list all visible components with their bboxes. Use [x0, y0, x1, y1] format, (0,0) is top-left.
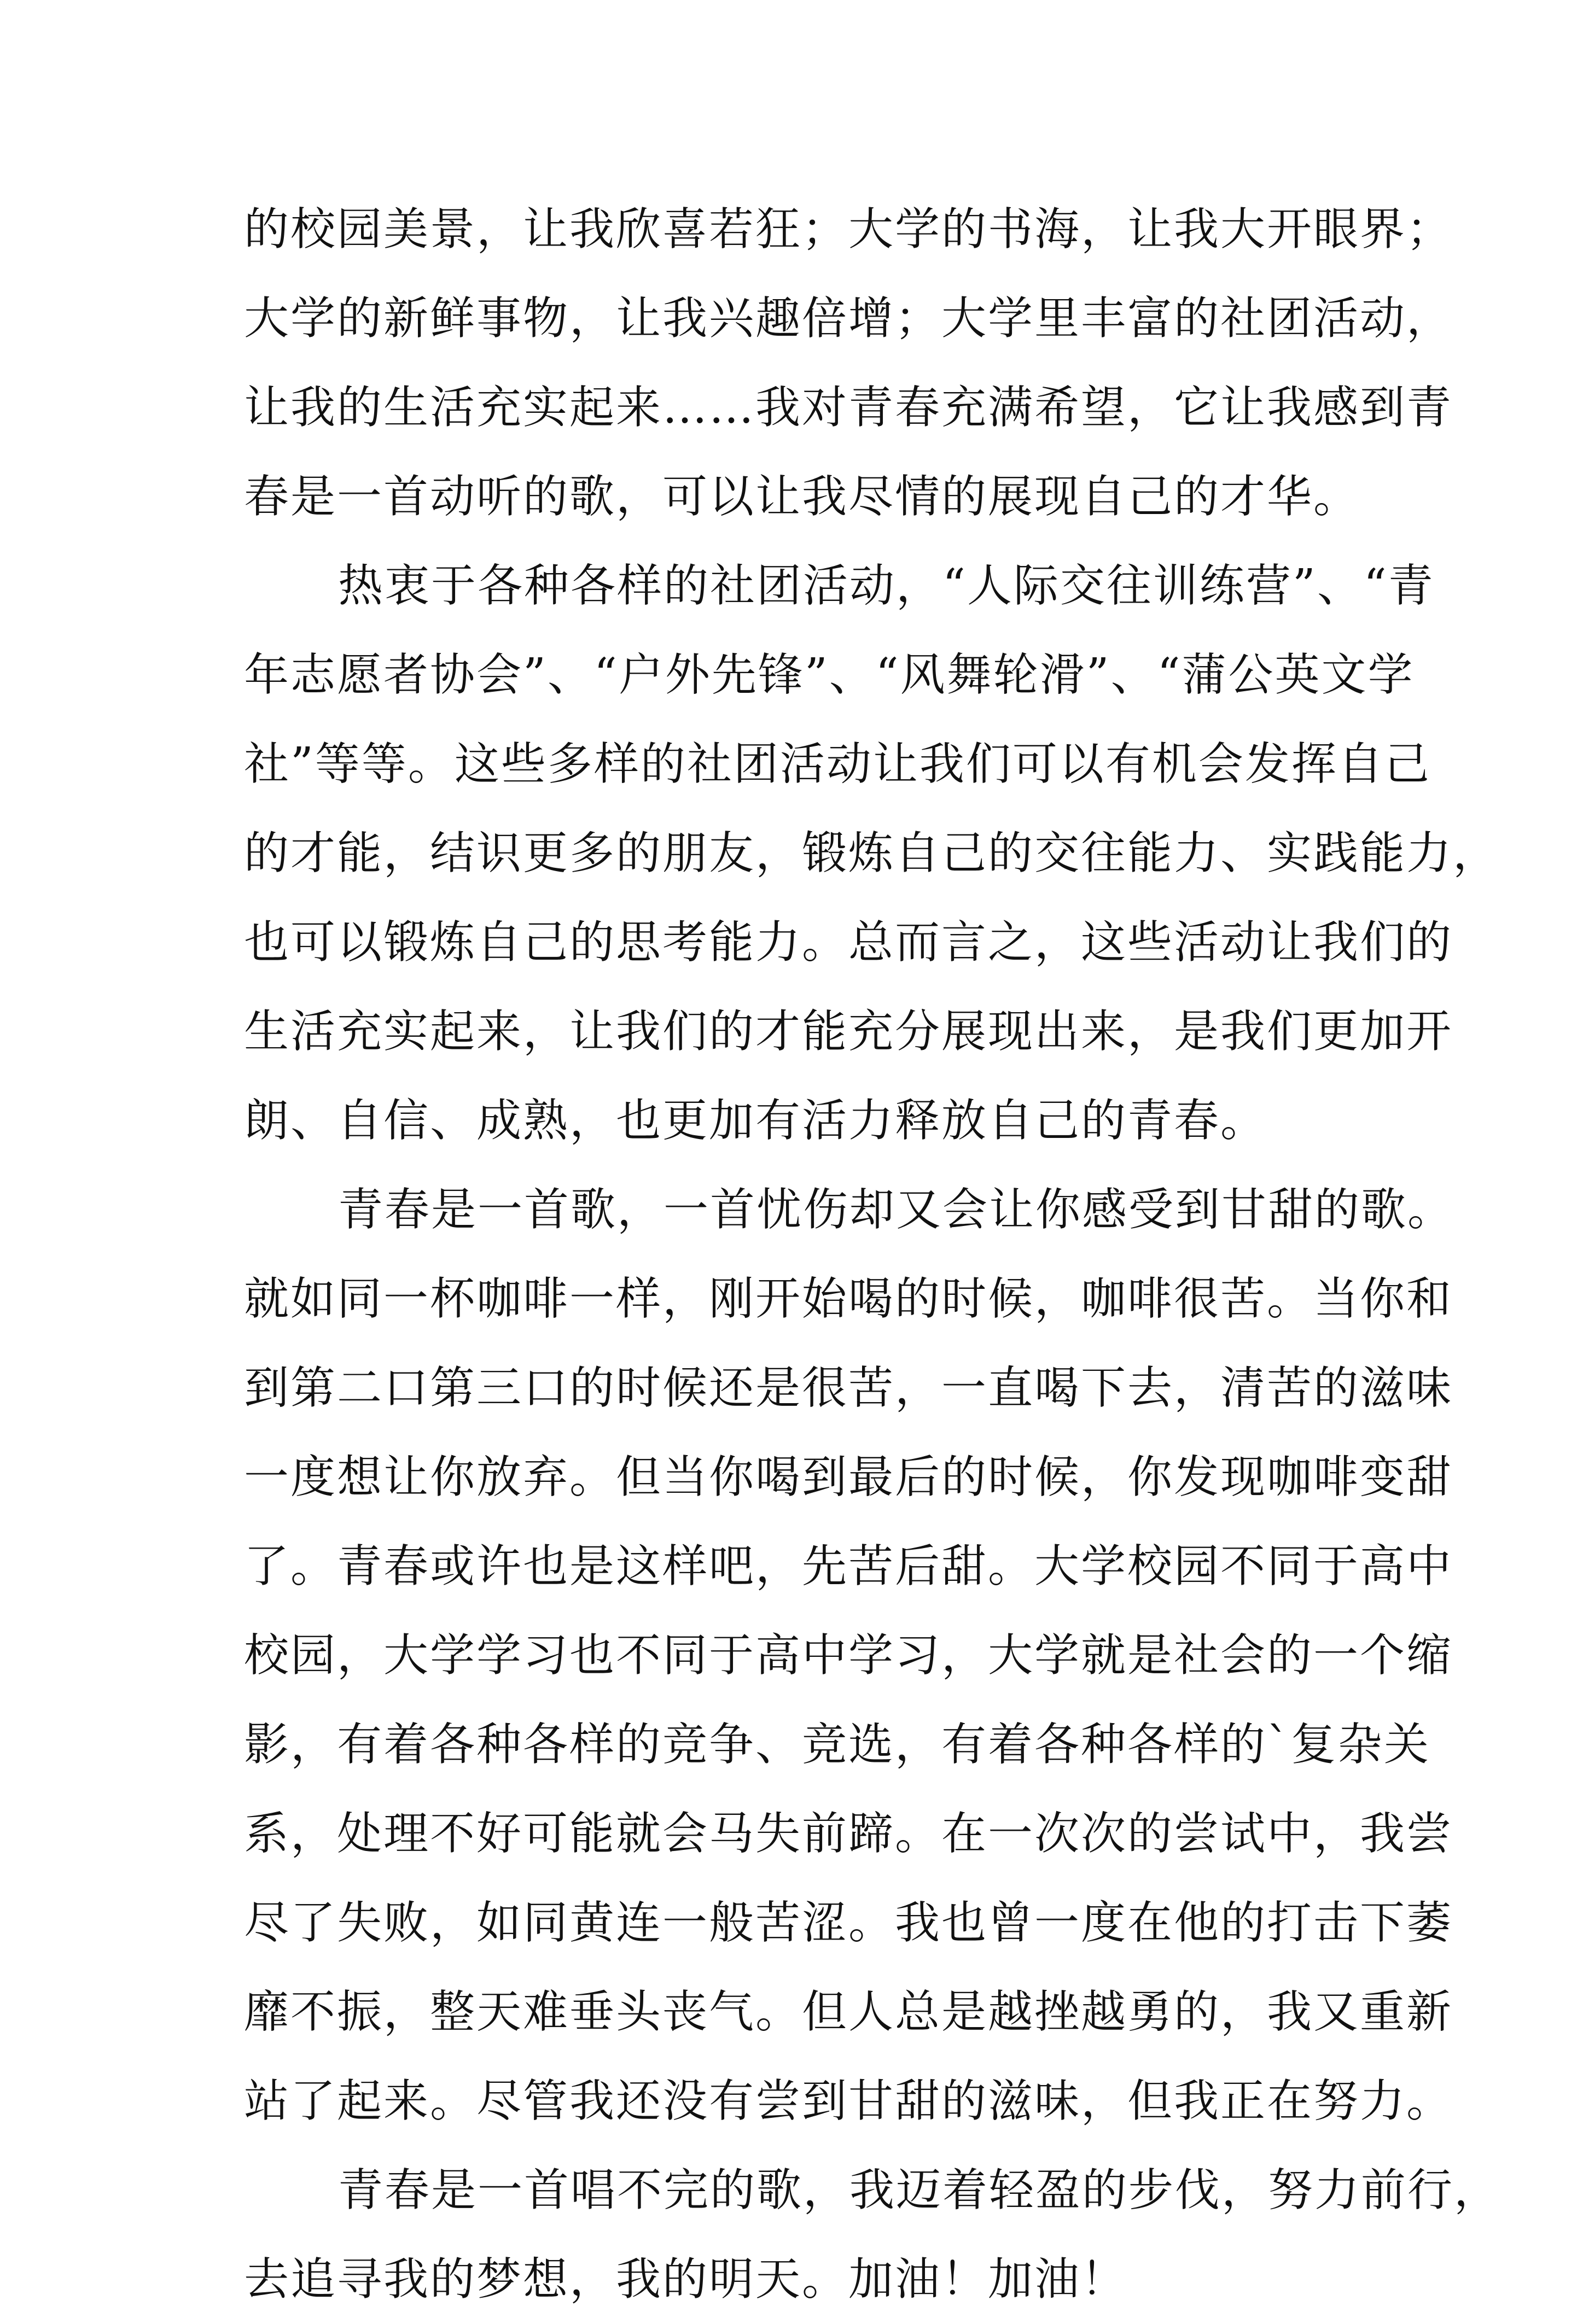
paragraph-3: [244, 1165, 1454, 2146]
text-line: 生活充实起来，让我们的才能充分展现出来，是我们更加开: [244, 1006, 1453, 1058]
text-line-indented: 青春是一首歌，一首忧伤却又会让你感受到甘甜的歌。: [338, 1184, 1454, 1236]
text-line-indented: 青春是一首唱不完的歌，我迈着轻盈的步伐，努力前行，: [338, 2164, 1501, 2216]
text-line: 校园，大学学习也不同于高中学习，大学就是社会的一个缩: [244, 1630, 1453, 1681]
text-line: 系，处理不好可能就会马失前蹄。在一次次的尝试中，我尝: [244, 1808, 1453, 1860]
text-line: 到第二口第三口的时候还是很苦，一直喝下去，清苦的滋味: [244, 1362, 1453, 1414]
text-line: 尽了失败，如同黄连一般苦涩。我也曾一度在他的打击下萎: [244, 1897, 1453, 1949]
text-line: 去追寻我的梦想，我的明天。加油！加油！: [244, 2253, 1128, 2305]
text-line: 春是一首动听的歌，可以让我尽情的展现自己的才华。: [244, 471, 1360, 523]
text-line: 的才能，结识更多的朋友，锻炼自己的交往能力、实践能力，: [244, 827, 1500, 879]
text-line: 影，有着各种各样的竞争、竞选，有着各种各样的`复杂关: [244, 1719, 1431, 1771]
text-line-indented: 热衷于各种各样的社团活动，“人际交往训练营”、“青: [338, 560, 1435, 612]
text-line: 靡不振，整天难垂头丧气。但人总是越挫越勇的，我又重新: [244, 1986, 1453, 2038]
text-line: 的校园美景，让我欣喜若狂；大学的书海，让我大开眼界；: [244, 203, 1453, 255]
paragraph-4: [244, 2146, 1501, 2324]
text-line: 就如同一杯咖啡一样，刚开始喝的时候，咖啡很苦。当你和: [244, 1273, 1453, 1325]
text-line: 也可以锻炼自己的思考能力。总而言之，这些活动让我们的: [244, 916, 1453, 968]
paragraph-1: [244, 185, 1453, 541]
text-line: 让我的生活充实起来……我对青春充满希望，它让我感到青: [244, 382, 1453, 434]
text-line: 了。青春或许也是这样吧，先苦后甜。大学校园不同于高中: [244, 1540, 1453, 1592]
text-line: 朗、自信、成熟，也更加有活力释放自己的青春。: [244, 1095, 1267, 1147]
paragraph-2: [244, 541, 1500, 1165]
text-line: 一度想让你放弃。但当你喝到最后的时候，你发现咖啡变甜: [244, 1451, 1453, 1503]
text-line: 大学的新鲜事物，让我兴趣倍增；大学里丰富的社团活动，: [244, 293, 1453, 344]
document-body: [244, 185, 1501, 2324]
text-line: 社”等等。这些多样的社团活动让我们可以有机会发挥自己: [244, 738, 1431, 790]
text-line: 年志愿者协会”、“户外先锋”、“风舞轮滑”、“蒲公英文学: [244, 649, 1415, 701]
text-line: 站了起来。尽管我还没有尝到甘甜的滋味，但我正在努力。: [244, 2075, 1453, 2127]
